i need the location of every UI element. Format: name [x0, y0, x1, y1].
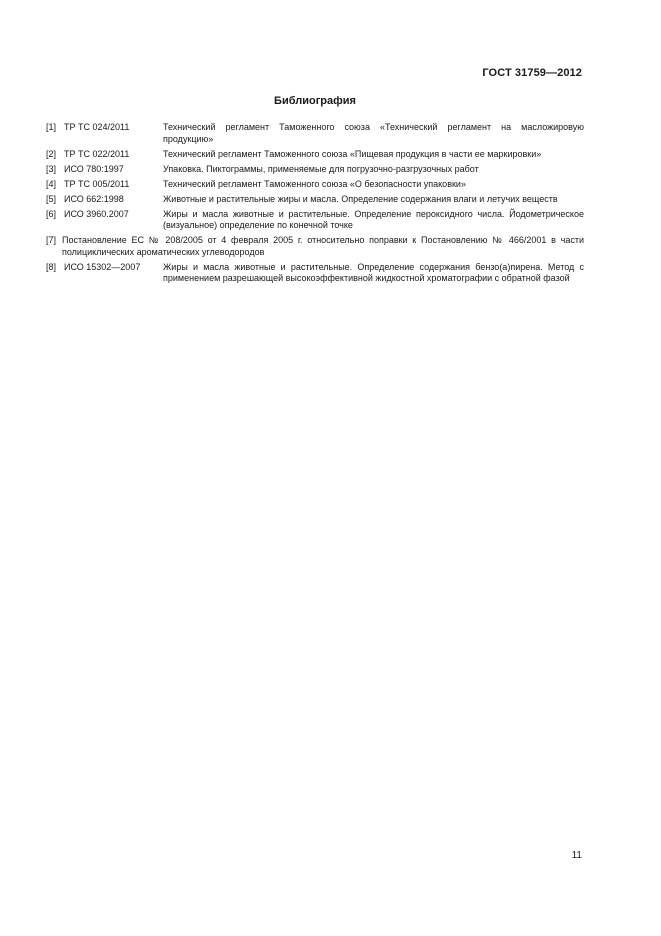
bibliography-list	[46, 122, 584, 288]
entry-description: Упаковка. Пиктограммы, применяемые для погрузочно-разгрузочных работ	[163, 163, 479, 174]
entry-number: [3]	[46, 163, 57, 174]
entry-description: Технический регламент Таможенного союза «Пищевая продукция в части ее маркировки»	[163, 148, 542, 159]
standard-code: ГОСТ 31759—2012	[482, 67, 582, 79]
bibliography-entry-7	[46, 235, 584, 258]
bibliography-entry-4	[46, 179, 584, 191]
entry-code: ТР ТС 024/2011	[64, 122, 130, 132]
page-number: 11	[571, 850, 582, 861]
entry-number: [8]	[46, 261, 57, 272]
entry-description: Жиры и масла животные и растительные. Определение содержания бензо(а)пирена. Метод с применением разрешающей высокоэффективной жидкостной хроматографии с обратной фазой	[163, 261, 584, 283]
bibliography-entry-2	[46, 149, 584, 161]
entry-code: ТР ТС 005/2011	[64, 178, 130, 189]
bibliography-entry-8	[46, 262, 584, 285]
entry-description: Животные и растительные жиры и масла. Определение содержания влаги и летучих веществ	[163, 193, 558, 204]
bibliography-entry-6	[46, 209, 584, 232]
entry-code: ИСО 15302—2007	[64, 261, 141, 272]
entry-number: [4]	[46, 178, 57, 189]
entry-code: ИСО 662:1998	[64, 193, 124, 204]
entry-text: Постановление ЕС № 208/2005 от 4 февраля 2005 г. относительно поправки к Постановлению № 466/2001 в части полициклических ароматических углеводородов	[62, 235, 584, 257]
entry-number: [7]	[46, 235, 57, 245]
entry-code: ТР ТС 022/2011	[64, 148, 130, 159]
bibliography-entry-1	[46, 122, 584, 145]
bibliography-entry-5	[46, 194, 584, 206]
bibliography-title: Библиография	[274, 95, 356, 107]
entry-description: Технический регламент Таможенного союза «О безопасности упаковки»	[163, 178, 466, 189]
entry-description: Технический регламент Таможенного союза «Технический регламент на масложировую продукцию»	[163, 122, 584, 144]
bibliography-entry-3	[46, 164, 584, 176]
entry-number: [1]	[46, 122, 57, 132]
entry-number: [6]	[46, 208, 57, 219]
entry-code: ИСО 3960.2007	[64, 208, 129, 219]
entry-number: [2]	[46, 148, 57, 159]
entry-number: [5]	[46, 193, 57, 204]
entry-code: ИСО 780:1997	[64, 163, 124, 174]
entry-description: Жиры и масла животные и растительные. Определение пероксидного числа. Йодометрическое (визуальное) определение по конечной точке	[163, 208, 584, 230]
